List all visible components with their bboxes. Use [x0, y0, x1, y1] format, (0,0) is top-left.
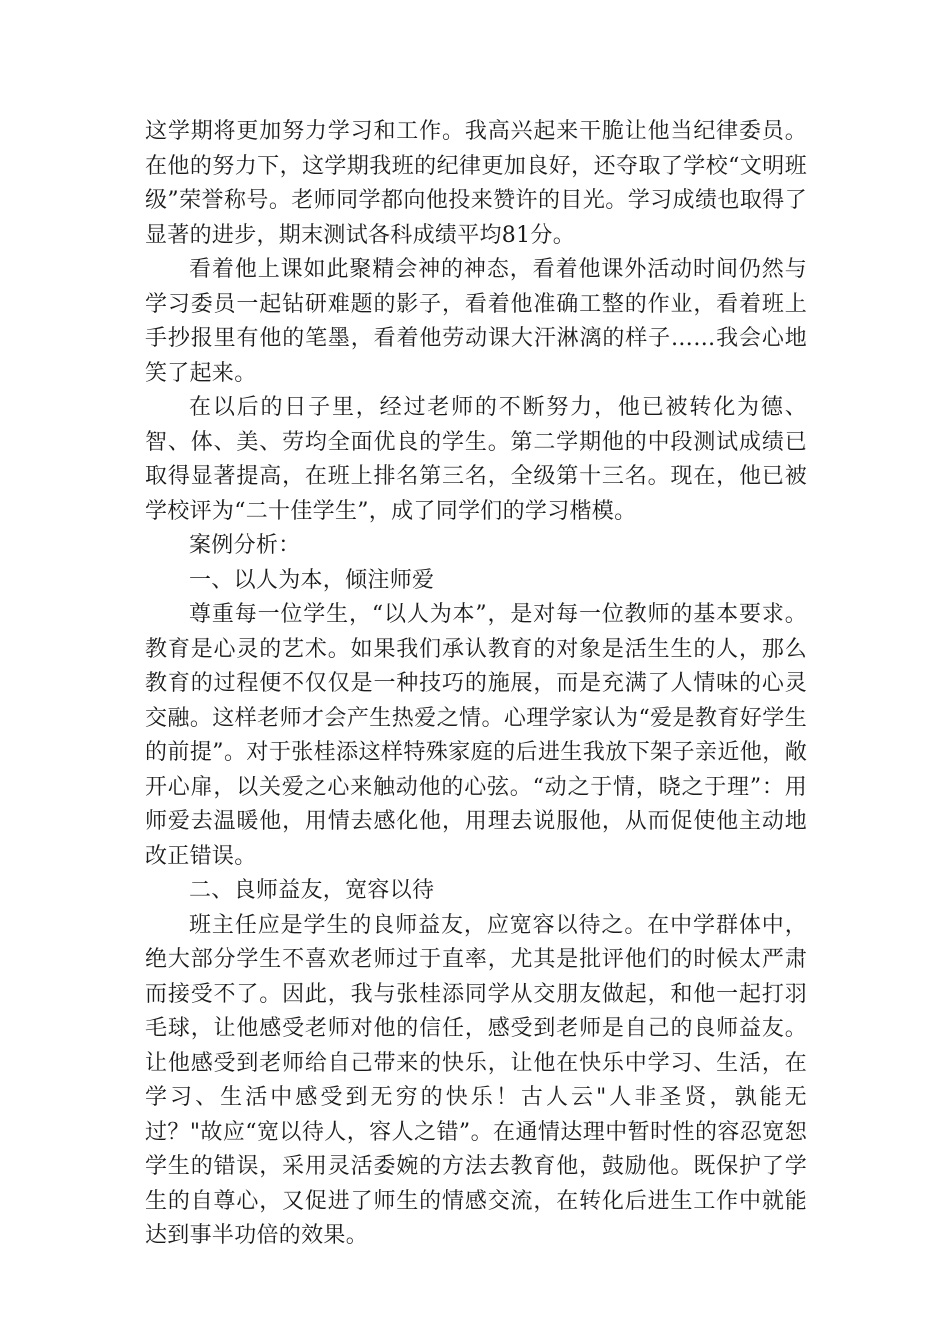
section-heading-1: 一、以人为本，倾注师爱	[189, 567, 435, 593]
case-analysis-heading: 案例分析：	[189, 533, 301, 558]
paragraph-observation: 看着他上课如此聚精会神的神态，看着他课外活动时间仍然与学习委员一起钻研难题的影子，看着他准确工整的作业，看着班上手抄报里有他的笔墨，看着他劳动课大汗淋漓的样子……我会心地笑了起来。	[145, 257, 807, 386]
paragraph-continuation: 这学期将更加努力学习和工作。我高兴起来干脆让他当纪律委员。在他的努力下，这学期我班的纪律更加良好，还夺取了学校“文明班级”荣誉称号。老师同学都向他投来赞许的目光。学习成绩也取得了显著的进步，期末测试各科成绩平均81分。	[145, 119, 807, 248]
document-body	[145, 115, 807, 1254]
paragraph-transformation: 在以后的日子里，经过老师的不断努力，他已被转化为德、智、体、美、劳均全面优良的学生。第二学期他的中段测试成绩已取得显著提高，在班上排名第三名，全级第十三名。现在，他已被学校评为“二十佳学生”，成了同学们的学习楷模。	[145, 395, 807, 524]
paragraph-section-2: 班主任应是学生的良师益友，应宽容以待之。在中学群体中，绝大部分学生不喜欢老师过于直率，尤其是批评他们的时候太严肃而接受不了。因此，我与张桂添同学从交朋友做起，和他一起打羽毛球，让他感受老师对他的信任，感受到老师是自己的良师益友。让他感受到老师给自己带来的快乐，让他在快乐中学习、生活，在学习、生活中感受到无穷的快乐！古人云"人非圣贤，孰能无过？"故应“宽以待人，容人之错”。在通情达理中暂时性的容忍宽恕学生的错误，采用灵活委婉的方法去教育他，鼓励他。既保护了学生的自尊心，又促进了师生的情感交流，在转化后进生工作中就能达到事半功倍的效果。	[145, 912, 807, 1248]
paragraph-section-1: 尊重每一位学生，“以人为本”，是对每一位教师的基本要求。教育是心灵的艺术。如果我们承认教育的对象是活生生的人，那么教育的过程便不仅仅是一种技巧的施展，而是充满了人情味的心灵交融。这样老师才会产生热爱之情。心理学家认为“爱是教育好学生的前提”。对于张桂添这样特殊家庭的后进生我放下架子亲近他，敞开心扉，以关爱之心来触动他的心弦。“动之于情，晓之于理”：用师爱去温暖他，用情去感化他，用理去说服他，从而促使他主动地改正错误。	[145, 602, 807, 869]
section-heading-2: 二、良师益友，宽容以待	[189, 878, 435, 903]
